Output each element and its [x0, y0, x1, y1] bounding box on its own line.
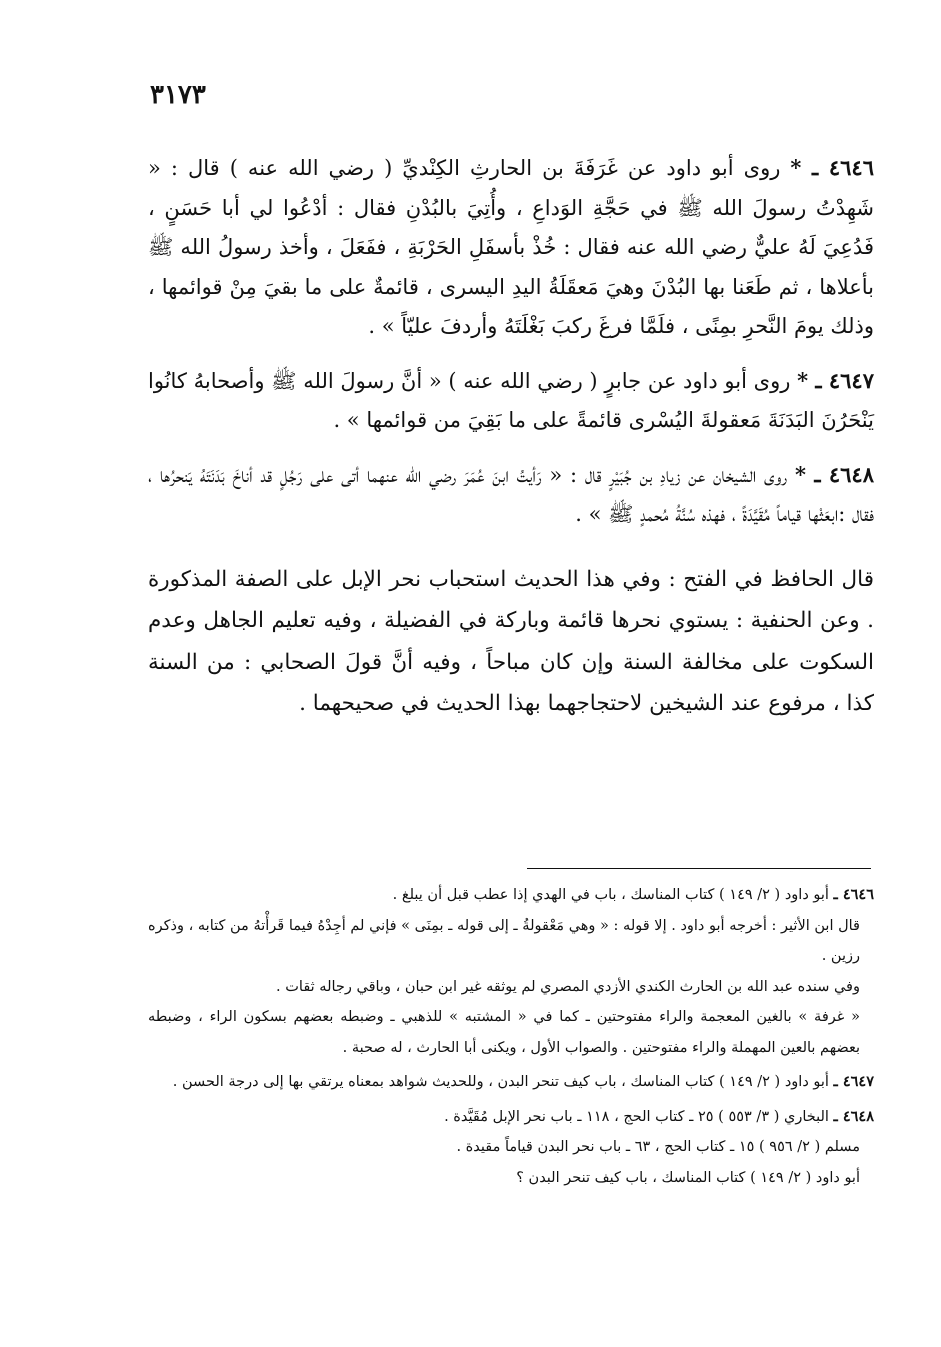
hadith-number: ٤٦٤٦ ـ *	[790, 155, 874, 180]
footnote-line: وفي سنده عبد الله بن الحارث الكندي الأزدي المصري لم يوثقه غير ابن حبان ، وباقي رجاله ثقات .	[276, 978, 860, 995]
commentary: قال الحافظ في الفتح : وفي هذا الحديث استحباب نحر الإبل على الصفة المذكورة . وعن الحنفية : يستوي نحرها قائمة وباركة في الفضيلة ، وفيه تعليم الجاهل وعدم السكوت على مخالفة السنة وإن كان مباحاً ، وفيه أنَّ قولَ الصحابي : من السنة كذا ، مرفوع عند الشيخين لاحتجاجهما بهذا الحديث في صحيحهما .	[148, 566, 874, 716]
hadith-4646	[148, 148, 874, 347]
hadith-text: روى أبو داود عن جابرٍ ( رضي الله عنه ) « أنَّ رسولَ الله ﷺ وأصحابهُ كانُوا يَنْحَرُنَ البَدَنَةَ مَعقولةَ اليُسْرى قائمةً على ما بَقِيَ من قوائمها » .	[148, 368, 874, 432]
footnote-line: قال ابن الأثير : أخرجه أبو داود . إلا قوله : « وهي مَعْقولةُ ـ إلى قوله ـ بمِنَى » فإني لم أجِدْهُ فيما قَرأْتهُ من كتابه ، وذكره رزين .	[148, 917, 860, 964]
hadith-text: روى أبو داود عن غَرَفَةَ بن الحارثِ الكِنْديِّ ( رضي الله عنه ) قال : « شَهِدْتُ رسولَ الله ﷺ في حَجَّةِ الوَداعِ ، وأُتِيَ بالبُدْنِ فقال : أدْعُوا لي أبا حَسَنٍ ، فَدُعِيَ لَهُ عليٌّ رضي الله عنه فقال : خُذْ بأسفَلِ الحَرْبَةِ ، ففَعَلَ ، وأخذ رسولُ الله ﷺ بأعلاها ، ثم طَعَنا بها البُدْنَ وهيَ مَعقَلَةُ اليدِ اليسرى ، قائمةٌ على ما بقيَ مِنْ قوائمها ، وذلك يومَ النَّحرِ بمِنًى ، فلَمَّا فرغَ ركبَ بَغْلَتَهُ وأردفَ عليّاً » .	[148, 156, 874, 338]
hadith-4647	[148, 361, 874, 441]
footnote-text: أبو داود ( ٢/ ١٤٩ ) كتاب المناسك ، باب كيف تنحر البدن ، وللحديث شواهد بمعناه يرتقي بها إلى درجة الحسن .	[172, 1074, 829, 1090]
footnote-divider	[527, 868, 871, 869]
footnote-line: أبو داود ( ٢/ ١٤٩ ) كتاب المناسك ، باب كيف تنحر البدن ؟	[516, 1169, 860, 1186]
footnote-line: « غرفة » بالغين المعجمة والراء مفتوحتين ـ كما في « المشتبه » للذهبي ـ وضبطه بعضهم بسكون الراء ، وضبطه بعضهم بالعين المهملة والراء مفتوحتين . والصواب الأول ، ويكنى أبا الحارث ، له صحبة .	[148, 1009, 860, 1056]
hadith-text: روى الشيخان عن زيادِ بن جُبَيْرٍ قال : « رَأيتُ ابنَ عُمَرَ رضي الله عنهما أتى على رَجُلٍ قد أناخَ بَدَنَتَهُ يَنحرُها ، فقال :ابعَثْها قياماً مُقَيَّدَةً ، فهذه سُنَّةُ مُحمدٍ ﷺ » .	[148, 462, 874, 526]
hadith-number: ٤٦٤٨ ـ *	[794, 461, 874, 487]
footnote-4648	[148, 1102, 874, 1194]
footnote-number: ٤٦٤٧ ـ	[833, 1073, 874, 1090]
footnotes	[148, 880, 874, 1197]
footnote-line	[148, 880, 874, 911]
footnote-line	[148, 1067, 874, 1098]
footnote-line	[148, 1102, 874, 1133]
footnote-4647	[148, 1067, 874, 1098]
footnote-line: مسلم ( ٢/ ٩٥٦ ) ١٥ ـ كتاب الحج ، ٦٣ ـ باب نحر البدن قياماً مقيدة .	[456, 1139, 860, 1155]
main-text	[148, 148, 874, 746]
hadith-4648	[148, 455, 874, 535]
page-number: ٣١٧٣	[150, 80, 206, 110]
footnote-number: ٤٦٤٦ ـ	[833, 886, 874, 903]
footnote-text: البخاري ( ٣/ ٥٥٣ ) ٢٥ ـ كتاب الحج ، ١١٨ ـ باب نحر الإبل مُقَيَّدة .	[444, 1108, 829, 1125]
hadith-number: ٤٦٤٧ ـ *	[797, 367, 874, 393]
footnote-text: أبو داود ( ٢/ ١٤٩ ) كتاب المناسك ، باب في الهدي إذا عطب قبل أن يبلغ .	[392, 887, 829, 903]
footnote-4646	[148, 880, 874, 1063]
footnote-number: ٤٦٤٨ ـ	[833, 1107, 874, 1125]
